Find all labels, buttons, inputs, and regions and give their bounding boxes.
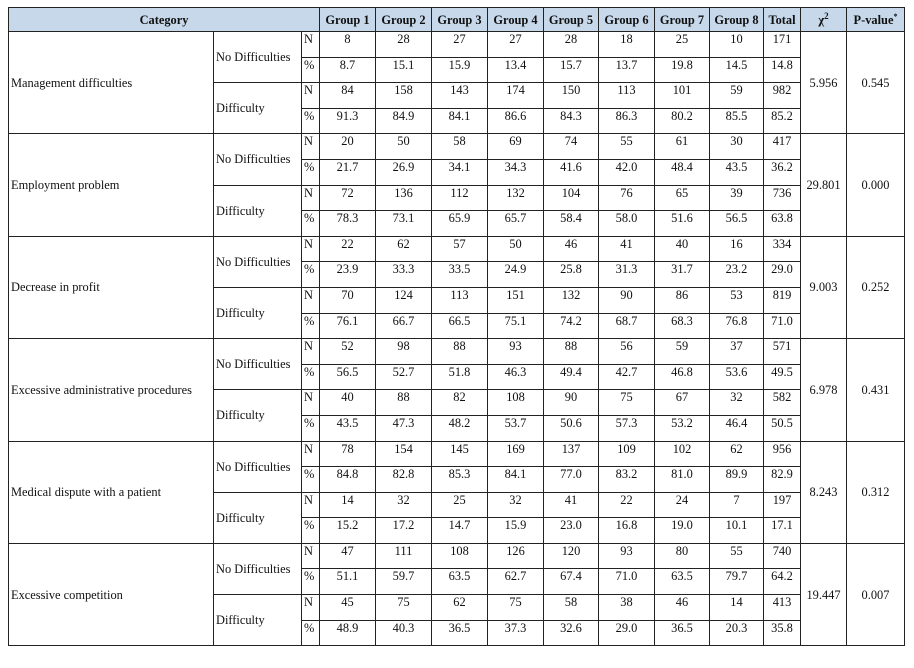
table-row	[9, 441, 905, 467]
value-cell: 36.5	[655, 620, 710, 646]
subgroup-label: No Difficulties	[214, 32, 302, 83]
value-cell: 145	[432, 441, 488, 467]
category-label: Decrease in profit	[9, 236, 214, 338]
p-value: 0.007	[847, 543, 905, 645]
value-cell: 47.3	[376, 415, 432, 441]
value-cell: 62	[376, 236, 432, 262]
total-cell: 35.8	[764, 620, 801, 646]
subgroup-label: No Difficulties	[214, 543, 302, 594]
value-cell: 32	[710, 390, 764, 416]
value-cell: 169	[488, 441, 544, 467]
group-7-header: Group 7	[655, 8, 710, 32]
value-cell: 32	[376, 492, 432, 518]
value-cell: 48.4	[655, 159, 710, 185]
unit-label: %	[302, 569, 320, 595]
value-cell: 74	[544, 134, 599, 160]
subgroup-label: Difficulty	[214, 185, 302, 236]
value-cell: 73.1	[376, 211, 432, 237]
value-cell: 34.1	[432, 159, 488, 185]
value-cell: 19.0	[655, 518, 710, 544]
value-cell: 80.2	[655, 108, 710, 134]
group-6-header: Group 6	[599, 8, 655, 32]
value-cell: 79.7	[710, 569, 764, 595]
group-1-header: Group 1	[320, 8, 376, 32]
value-cell: 88	[432, 339, 488, 365]
value-cell: 21.7	[320, 159, 376, 185]
value-cell: 40	[655, 236, 710, 262]
value-cell: 8.7	[320, 57, 376, 83]
group-8-header: Group 8	[710, 8, 764, 32]
subgroup-label: Difficulty	[214, 595, 302, 646]
value-cell: 124	[376, 287, 432, 313]
value-cell: 22	[599, 492, 655, 518]
total-cell: 171	[764, 32, 801, 58]
value-cell: 13.4	[488, 57, 544, 83]
value-cell: 70	[320, 287, 376, 313]
value-cell: 62	[710, 441, 764, 467]
value-cell: 53	[710, 287, 764, 313]
value-cell: 56.5	[320, 364, 376, 390]
value-cell: 37	[710, 339, 764, 365]
value-cell: 45	[320, 595, 376, 621]
value-cell: 10	[710, 32, 764, 58]
value-cell: 16.8	[599, 518, 655, 544]
total-cell: 417	[764, 134, 801, 160]
value-cell: 68.7	[599, 313, 655, 339]
value-cell: 78.3	[320, 211, 376, 237]
unit-label: N	[302, 83, 320, 109]
value-cell: 82	[432, 390, 488, 416]
value-cell: 63.5	[432, 569, 488, 595]
unit-label: %	[302, 620, 320, 646]
unit-label: %	[302, 467, 320, 493]
total-cell: 982	[764, 83, 801, 109]
value-cell: 174	[488, 83, 544, 109]
value-cell: 81.0	[655, 467, 710, 493]
total-cell: 49.5	[764, 364, 801, 390]
unit-label: N	[302, 134, 320, 160]
value-cell: 112	[432, 185, 488, 211]
value-cell: 69	[488, 134, 544, 160]
value-cell: 34.3	[488, 159, 544, 185]
value-cell: 55	[599, 134, 655, 160]
value-cell: 61	[655, 134, 710, 160]
value-cell: 53.6	[710, 364, 764, 390]
value-cell: 72	[320, 185, 376, 211]
value-cell: 23.9	[320, 262, 376, 288]
category-label: Medical dispute with a patient	[9, 441, 214, 543]
value-cell: 57	[432, 236, 488, 262]
value-cell: 27	[432, 32, 488, 58]
value-cell: 68.3	[655, 313, 710, 339]
value-cell: 113	[599, 83, 655, 109]
value-cell: 86	[655, 287, 710, 313]
value-cell: 41	[599, 236, 655, 262]
chi-square-value: 19.447	[801, 543, 847, 645]
value-cell: 75.1	[488, 313, 544, 339]
value-cell: 36.5	[432, 620, 488, 646]
value-cell: 41	[544, 492, 599, 518]
unit-label: N	[302, 492, 320, 518]
subgroup-label: Difficulty	[214, 390, 302, 441]
value-cell: 24.9	[488, 262, 544, 288]
unit-label: N	[302, 185, 320, 211]
value-cell: 86.6	[488, 108, 544, 134]
value-cell: 32	[488, 492, 544, 518]
total-cell: 64.2	[764, 569, 801, 595]
subgroup-label: Difficulty	[214, 492, 302, 543]
value-cell: 40.3	[376, 620, 432, 646]
chi-square-value: 8.243	[801, 441, 847, 543]
p-value: 0.545	[847, 32, 905, 134]
value-cell: 28	[376, 32, 432, 58]
p-value: 0.431	[847, 339, 905, 441]
unit-label: N	[302, 595, 320, 621]
value-cell: 62	[432, 595, 488, 621]
p-value-superscript: *	[893, 11, 898, 21]
value-cell: 151	[488, 287, 544, 313]
value-cell: 46.8	[655, 364, 710, 390]
value-cell: 84.9	[376, 108, 432, 134]
value-cell: 14	[320, 492, 376, 518]
value-cell: 90	[544, 390, 599, 416]
subgroup-label: No Difficulties	[214, 134, 302, 185]
value-cell: 57.3	[599, 415, 655, 441]
total-cell: 736	[764, 185, 801, 211]
value-cell: 84.1	[488, 467, 544, 493]
value-cell: 17.2	[376, 518, 432, 544]
header-row	[9, 8, 905, 32]
value-cell: 59.7	[376, 569, 432, 595]
value-cell: 58.0	[599, 211, 655, 237]
value-cell: 53.2	[655, 415, 710, 441]
total-cell: 956	[764, 441, 801, 467]
category-header: Category	[9, 8, 320, 32]
table-row	[9, 134, 905, 160]
value-cell: 58.4	[544, 211, 599, 237]
value-cell: 23.0	[544, 518, 599, 544]
value-cell: 24	[655, 492, 710, 518]
value-cell: 136	[376, 185, 432, 211]
value-cell: 56	[599, 339, 655, 365]
unit-label: N	[302, 441, 320, 467]
value-cell: 14	[710, 595, 764, 621]
value-cell: 84	[320, 83, 376, 109]
value-cell: 154	[376, 441, 432, 467]
value-cell: 65.9	[432, 211, 488, 237]
unit-label: %	[302, 313, 320, 339]
value-cell: 43.5	[710, 159, 764, 185]
unit-label: %	[302, 108, 320, 134]
table-row	[9, 32, 905, 58]
value-cell: 82.8	[376, 467, 432, 493]
value-cell: 90	[599, 287, 655, 313]
statistics-table	[8, 7, 905, 646]
chi-superscript: 2	[824, 10, 829, 21]
value-cell: 15.9	[432, 57, 488, 83]
p-value: 0.000	[847, 134, 905, 236]
subgroup-label: No Difficulties	[214, 236, 302, 287]
value-cell: 20	[320, 134, 376, 160]
value-cell: 67	[655, 390, 710, 416]
value-cell: 51.8	[432, 364, 488, 390]
value-cell: 132	[488, 185, 544, 211]
subgroup-label: No Difficulties	[214, 339, 302, 390]
value-cell: 14.7	[432, 518, 488, 544]
value-cell: 84.3	[544, 108, 599, 134]
value-cell: 48.2	[432, 415, 488, 441]
total-cell: 819	[764, 287, 801, 313]
value-cell: 84.8	[320, 467, 376, 493]
value-cell: 18	[599, 32, 655, 58]
chi-square-header	[801, 8, 847, 32]
value-cell: 52.7	[376, 364, 432, 390]
value-cell: 48.9	[320, 620, 376, 646]
value-cell: 126	[488, 543, 544, 569]
value-cell: 15.1	[376, 57, 432, 83]
value-cell: 10.1	[710, 518, 764, 544]
group-3-header: Group 3	[432, 8, 488, 32]
total-cell: 197	[764, 492, 801, 518]
chi-square-value: 29.801	[801, 134, 847, 236]
value-cell: 65.7	[488, 211, 544, 237]
total-cell: 63.8	[764, 211, 801, 237]
value-cell: 132	[544, 287, 599, 313]
value-cell: 7	[710, 492, 764, 518]
value-cell: 50	[376, 134, 432, 160]
value-cell: 49.4	[544, 364, 599, 390]
total-cell: 571	[764, 339, 801, 365]
value-cell: 150	[544, 83, 599, 109]
total-cell: 413	[764, 595, 801, 621]
value-cell: 75	[376, 595, 432, 621]
category-label: Excessive competition	[9, 543, 214, 645]
value-cell: 111	[376, 543, 432, 569]
group-2-header: Group 2	[376, 8, 432, 32]
value-cell: 93	[488, 339, 544, 365]
value-cell: 101	[655, 83, 710, 109]
value-cell: 62.7	[488, 569, 544, 595]
value-cell: 27	[488, 32, 544, 58]
group-4-header: Group 4	[488, 8, 544, 32]
value-cell: 33.5	[432, 262, 488, 288]
value-cell: 31.3	[599, 262, 655, 288]
unit-label: N	[302, 236, 320, 262]
chi-square-value: 5.956	[801, 32, 847, 134]
table-body	[9, 32, 905, 646]
value-cell: 37.3	[488, 620, 544, 646]
value-cell: 56.5	[710, 211, 764, 237]
unit-label: N	[302, 287, 320, 313]
value-cell: 38	[599, 595, 655, 621]
value-cell: 67.4	[544, 569, 599, 595]
value-cell: 43.5	[320, 415, 376, 441]
value-cell: 93	[599, 543, 655, 569]
value-cell: 88	[544, 339, 599, 365]
value-cell: 23.2	[710, 262, 764, 288]
total-cell: 71.0	[764, 313, 801, 339]
value-cell: 113	[432, 287, 488, 313]
unit-label: %	[302, 518, 320, 544]
value-cell: 158	[376, 83, 432, 109]
value-cell: 15.9	[488, 518, 544, 544]
value-cell: 63.5	[655, 569, 710, 595]
value-cell: 78	[320, 441, 376, 467]
value-cell: 66.7	[376, 313, 432, 339]
total-cell: 85.2	[764, 108, 801, 134]
value-cell: 25	[432, 492, 488, 518]
unit-label: N	[302, 339, 320, 365]
value-cell: 46	[544, 236, 599, 262]
value-cell: 104	[544, 185, 599, 211]
value-cell: 22	[320, 236, 376, 262]
value-cell: 52	[320, 339, 376, 365]
value-cell: 20.3	[710, 620, 764, 646]
table-row	[9, 236, 905, 262]
value-cell: 66.5	[432, 313, 488, 339]
value-cell: 65	[655, 185, 710, 211]
total-cell: 740	[764, 543, 801, 569]
value-cell: 80	[655, 543, 710, 569]
value-cell: 109	[599, 441, 655, 467]
value-cell: 51.6	[655, 211, 710, 237]
chi-square-value: 6.978	[801, 339, 847, 441]
value-cell: 8	[320, 32, 376, 58]
value-cell: 86.3	[599, 108, 655, 134]
value-cell: 108	[432, 543, 488, 569]
value-cell: 74.2	[544, 313, 599, 339]
table-row	[9, 543, 905, 569]
total-cell: 582	[764, 390, 801, 416]
subgroup-label: No Difficulties	[214, 441, 302, 492]
category-label: Employment problem	[9, 134, 214, 236]
value-cell: 42.0	[599, 159, 655, 185]
chi-square-value: 9.003	[801, 236, 847, 338]
value-cell: 58	[432, 134, 488, 160]
value-cell: 15.7	[544, 57, 599, 83]
value-cell: 16	[710, 236, 764, 262]
value-cell: 33.3	[376, 262, 432, 288]
value-cell: 25.8	[544, 262, 599, 288]
value-cell: 85.5	[710, 108, 764, 134]
value-cell: 41.6	[544, 159, 599, 185]
subgroup-label: Difficulty	[214, 83, 302, 134]
p-value: 0.252	[847, 236, 905, 338]
value-cell: 98	[376, 339, 432, 365]
value-cell: 77.0	[544, 467, 599, 493]
value-cell: 46.4	[710, 415, 764, 441]
group-5-header: Group 5	[544, 8, 599, 32]
unit-label: %	[302, 57, 320, 83]
value-cell: 143	[432, 83, 488, 109]
table-row	[9, 339, 905, 365]
value-cell: 26.9	[376, 159, 432, 185]
value-cell: 84.1	[432, 108, 488, 134]
p-value: 0.312	[847, 441, 905, 543]
unit-label: N	[302, 543, 320, 569]
value-cell: 55	[710, 543, 764, 569]
value-cell: 59	[655, 339, 710, 365]
value-cell: 76	[599, 185, 655, 211]
value-cell: 30	[710, 134, 764, 160]
value-cell: 108	[488, 390, 544, 416]
total-header: Total	[764, 8, 801, 32]
unit-label: %	[302, 262, 320, 288]
value-cell: 88	[376, 390, 432, 416]
total-cell: 50.5	[764, 415, 801, 441]
unit-label: %	[302, 415, 320, 441]
value-cell: 40	[320, 390, 376, 416]
total-cell: 14.8	[764, 57, 801, 83]
value-cell: 32.6	[544, 620, 599, 646]
value-cell: 50	[488, 236, 544, 262]
unit-label: %	[302, 211, 320, 237]
unit-label: %	[302, 364, 320, 390]
value-cell: 85.3	[432, 467, 488, 493]
value-cell: 58	[544, 595, 599, 621]
total-cell: 17.1	[764, 518, 801, 544]
value-cell: 14.5	[710, 57, 764, 83]
value-cell: 75	[599, 390, 655, 416]
value-cell: 13.7	[599, 57, 655, 83]
total-cell: 36.2	[764, 159, 801, 185]
value-cell: 91.3	[320, 108, 376, 134]
value-cell: 29.0	[599, 620, 655, 646]
value-cell: 39	[710, 185, 764, 211]
value-cell: 137	[544, 441, 599, 467]
p-value-label: P-value	[853, 12, 894, 27]
value-cell: 75	[488, 595, 544, 621]
total-cell: 29.0	[764, 262, 801, 288]
unit-label: %	[302, 159, 320, 185]
value-cell: 42.7	[599, 364, 655, 390]
value-cell: 76.8	[710, 313, 764, 339]
p-value-header	[847, 8, 905, 32]
value-cell: 19.8	[655, 57, 710, 83]
value-cell: 28	[544, 32, 599, 58]
value-cell: 89.9	[710, 467, 764, 493]
value-cell: 59	[710, 83, 764, 109]
value-cell: 53.7	[488, 415, 544, 441]
value-cell: 46.3	[488, 364, 544, 390]
value-cell: 46	[655, 595, 710, 621]
value-cell: 31.7	[655, 262, 710, 288]
value-cell: 83.2	[599, 467, 655, 493]
category-label: Excessive administrative procedures	[9, 339, 214, 441]
value-cell: 51.1	[320, 569, 376, 595]
value-cell: 25	[655, 32, 710, 58]
total-cell: 334	[764, 236, 801, 262]
value-cell: 15.2	[320, 518, 376, 544]
value-cell: 102	[655, 441, 710, 467]
unit-label: N	[302, 32, 320, 58]
value-cell: 120	[544, 543, 599, 569]
value-cell: 47	[320, 543, 376, 569]
chi-symbol: χ	[818, 12, 825, 27]
value-cell: 50.6	[544, 415, 599, 441]
category-label: Management difficulties	[9, 32, 214, 134]
total-cell: 82.9	[764, 467, 801, 493]
value-cell: 71.0	[599, 569, 655, 595]
subgroup-label: Difficulty	[214, 287, 302, 338]
value-cell: 76.1	[320, 313, 376, 339]
unit-label: N	[302, 390, 320, 416]
